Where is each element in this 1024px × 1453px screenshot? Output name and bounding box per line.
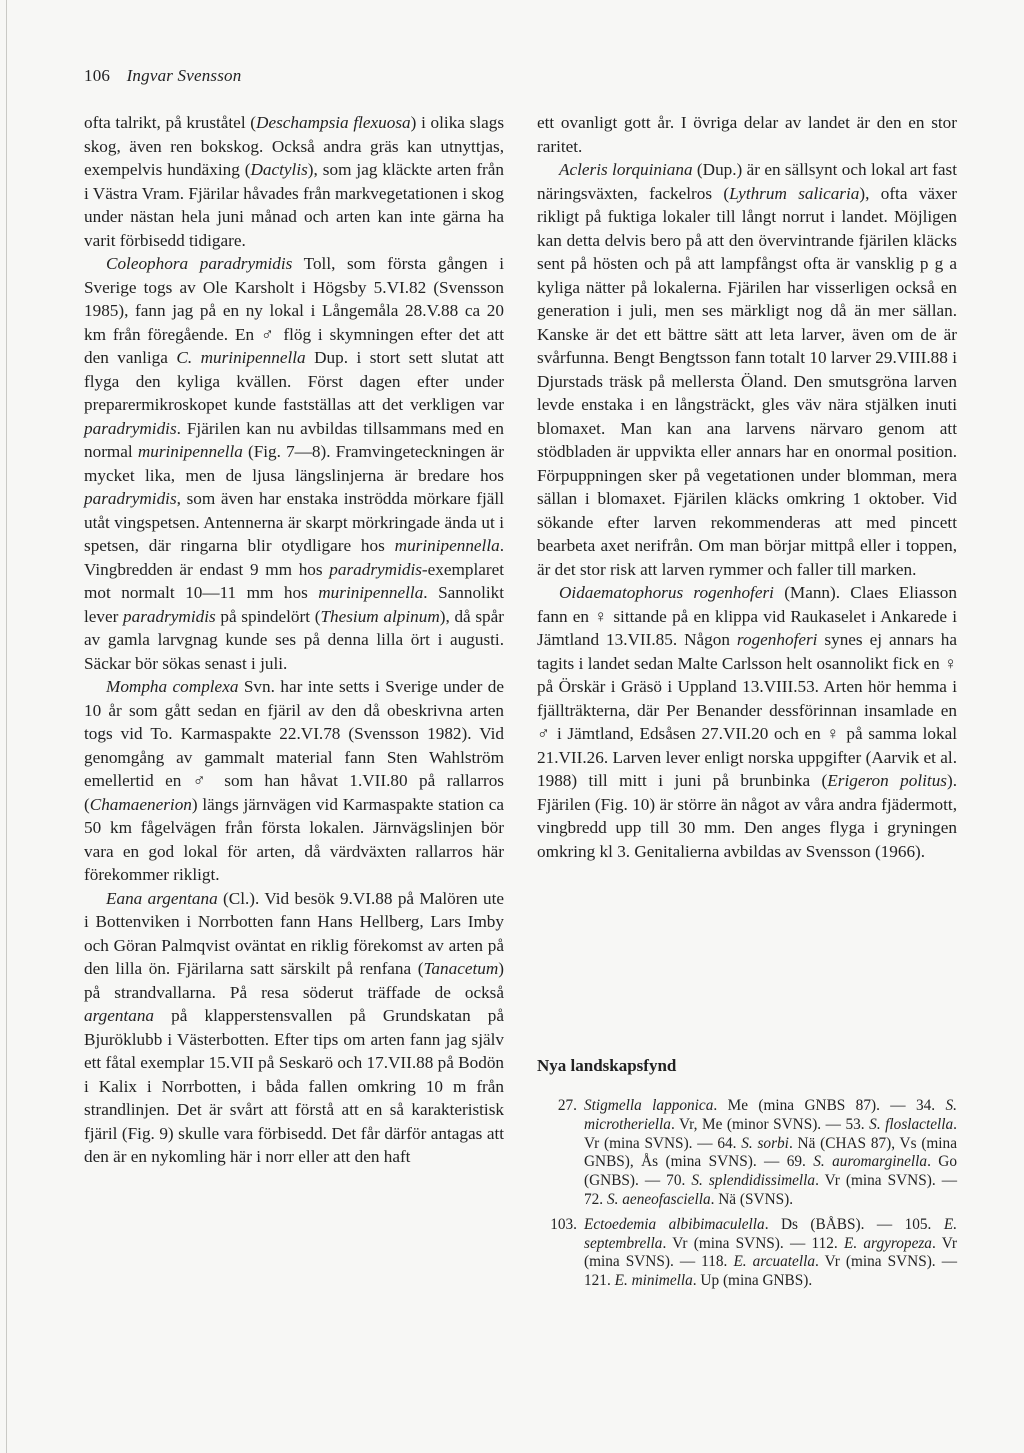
italic-term: Stigmella lapponica <box>584 1097 714 1114</box>
paragraph <box>537 111 957 158</box>
italic-term: S. floslactella <box>869 1115 954 1133</box>
text-run: på spindelört ( <box>215 606 321 626</box>
text-run: Svn. har inte setts i Sverige under de 10 år som gått sedan en fjäril av den då obeskrivna arten togs vid To. Karmaspakte 22.VI.78 (Svensson 1982). Vid genomgång av gammalt material fann Sten Wahlström emellertid en ♂ som han håvat 1.VII.80 på rallarros ( <box>84 677 504 814</box>
text-run: ). Fjärilen (Fig. 10) är större än något av våra andra fjädermott, vingbredd upp till 30 mm. Den anges flyga i gryningen omkring kl 3. Genitalierna avbildas av Svensson (1966). <box>537 771 958 861</box>
text-run: ofta talrikt, på kruståtel ( <box>84 113 257 132</box>
italic-term: E. arcuatella <box>733 1253 815 1271</box>
text-run: . Vr (mina SVNS). — 118. <box>584 1234 957 1271</box>
italic-term: Deschampsia flexuosa <box>256 113 411 132</box>
find-text <box>584 1216 957 1289</box>
find-item <box>537 1216 957 1291</box>
text-run: . Ds (BÅBS). — 105. <box>764 1215 944 1233</box>
italic-term: S. splendidissimella <box>691 1172 816 1190</box>
text-run: . Vr (mina SVNS). — 112. <box>662 1234 844 1252</box>
text-run: . Nä (SVNS). <box>710 1190 794 1208</box>
italic-term: murinipennella <box>318 583 424 602</box>
paragraph <box>84 111 504 252</box>
italic-term: argentana <box>84 1006 155 1025</box>
left-text-column <box>84 111 504 1169</box>
italic-term: Oidaematophorus rogenhoferi <box>559 583 774 602</box>
text-run: . Up (mina GNBS). <box>692 1272 813 1290</box>
italic-term: E. septembrella <box>584 1215 958 1252</box>
italic-term: Acleris lorquiniana <box>559 160 693 179</box>
running-header <box>84 66 241 86</box>
italic-term: paradrymidis <box>84 418 177 438</box>
text-run: . Me (mina GNBS 87). — 34. <box>713 1097 946 1114</box>
running-author: Ingvar Svensson <box>126 66 242 85</box>
paragraph <box>84 675 504 887</box>
text-run: ) på strandvallarna. På resa söderut träffade de också <box>84 959 504 1002</box>
paragraph <box>84 887 504 1169</box>
italic-term: Ectoedemia albibimaculella <box>584 1215 765 1233</box>
text-run: ), då spår av gamla larvgnag kunde ses på denna lilla ört i augusti. Säckar bör sökas senast i juli. <box>84 606 504 673</box>
italic-term: Thesium alpinum <box>320 606 440 626</box>
text-run: . Vr (mina SVNS). — 64. <box>584 1115 957 1152</box>
page-number: 106 <box>84 66 111 85</box>
text-run: synes ej annars ha tagits i landet sedan Malte Carlsson helt osannolikt fick en ♀ på Örskär i Gräsö i Uppland 13.VIII.53. Arten hör hemma i fjällträkterna, där Per Benander dessförinnan insamlade en ♂ i Jämtland, Edsåsen 27.VII.20 och en ♀ på samma lokal 21.VII.26. Larven lever enligt norska uppgifter (Aarvik et al. 1988) till mitt i juni på brunbinka ( <box>537 630 957 790</box>
italic-term: rogenhoferi <box>736 630 818 649</box>
text-run: Toll, som första gången i Sverige togs av Ole Karsholt i Högsby 5.VI.82 (Svensson 1985), fann jag på en ny lokal i Långemåla 28.V.88 ca 20 km från föregående. En ♂ flög i skymningen efter det att den vanliga <box>84 254 505 367</box>
italic-term: Eana argentana <box>106 888 218 908</box>
italic-term: murinipennella <box>137 442 243 461</box>
text-run: ), ofta växer rikligt på fuktiga lokaler till långt norrut i landet. Möjligen kan detta delvis bero på att den övervintrande fjärilen kläcks sent på hösten och på att lampfångst ofta är vansklig p g a kyliga nätter på lokalerna. Fjärilen har visserligen också en generation i juli, men ses märkligt nog då än mer sällan. Kanske är det ett bättre sätt att leta larver, även om de är svårfunna. Bengt Bengtsson fann totalt 10 larver 29.VIII.88 i Djurstads träsk på mellersta Öland. Den smutsgröna larven levde enstaka i en långsträckt, gles väv nära stjälken inuti blomaxet. Man kan ana larvens närvaro genom att stödbladen är uppvikta eller annars har en onormal position. Förpuppningen sker på vegetationen under blomman, mera sällan i blomaxet. Fjärilen kläcks omkring 1 oktober. Vid sökande efter larven rekommenderas att med pincett bearbeta axet nerifrån. Om man börjar mittpå eller i toppen, är det stor risk att larven rymmer och faller till marken. <box>537 183 957 579</box>
italic-term: paradrymidis <box>123 606 216 626</box>
text-run: . Sannolikt lever <box>84 583 504 626</box>
text-run: Dup. i stort sett slutat att flyga den kyliga kvällen. Först dagen efter under preparermikroskopet kunde fastställas att det verkligen var <box>84 348 504 414</box>
section-heading: Nya landskapsfynd <box>537 1056 677 1075</box>
text-run: (Fig. 7—8). Framvingeteckningen är mycket lika, men de ljusa längslinjerna är bredare hos <box>84 442 504 485</box>
text-run: . Nä (CHAS 87), Vs (mina GNBS), Ås (mina SVNS). — 69. <box>584 1134 957 1171</box>
italic-term: Coleophora paradrymidis <box>106 254 293 273</box>
text-run: (Cl.). Vid besök 9.VI.88 på Malören ute i Bottenviken i Norrbotten fann Hans Hellberg, Lars Imby och Göran Palmqvist oväntat en riklig förekomst av arten på den lilla ön. Fjärilarna satt särskilt på renfana ( <box>84 888 505 978</box>
italic-term: murinipennella <box>394 536 500 555</box>
italic-term: S. aeneofasciella <box>606 1190 711 1208</box>
italic-term: E. argyropeza <box>843 1234 932 1252</box>
find-text <box>584 1097 957 1208</box>
text-run: . Vingbredden är endast 9 mm hos <box>84 536 504 579</box>
text-run: ) i olika slags skog, även ren bokskog. Också andra gräs kan utnyttjas, exempelvis hundäxing ( <box>84 113 505 179</box>
italic-term: Erigeron politus <box>827 771 947 790</box>
italic-term: S. sorbi <box>741 1134 789 1152</box>
italic-term: Mompha complexa <box>106 677 239 696</box>
paragraph <box>537 158 957 581</box>
italic-term: Lythrum salicaria <box>729 183 860 203</box>
text-run: (Mann). Claes Eliasson fann en ♀ sittande på en klippa vid Raukaselet i Ankarede i Jämtland 13.VII.85. Någon <box>537 583 957 649</box>
text-run: ), som jag kläckte arten från i Västra Vram. Fjärilar håvades från markvegetationen i skog under nästan hela juni månad och arten kan inte gärna ha varit förbisedd tidigare. <box>84 160 504 250</box>
text-run: . Vr (mina SVNS). — 121. <box>584 1253 957 1290</box>
text-run: (Dup.) är en sällsynt och lokal art fast näringsväxten, fackelros ( <box>537 160 957 203</box>
italic-term: E. minimella <box>614 1272 693 1290</box>
text-run: . Vr (mina SVNS). — 72. <box>584 1172 957 1208</box>
finds-list <box>537 1097 957 1297</box>
find-number: 103. <box>550 1215 577 1233</box>
find-item <box>537 1097 957 1210</box>
italic-term: S. auromarginella <box>813 1153 928 1171</box>
page-edge-line <box>6 0 7 1453</box>
text-run: . Fjärilen kan nu avbildas tillsammans med en normal <box>84 418 504 461</box>
text-run: . Go (GNBS). — 70. <box>584 1153 957 1190</box>
find-number: 27. <box>557 1097 577 1114</box>
text-run: ett ovanligt gott år. I övriga delar av landet är den en stor raritet. <box>537 113 957 156</box>
paragraph <box>537 581 957 863</box>
italic-term: Chamaenerion <box>89 794 192 814</box>
text-run: . Vr, Me (minor SVNS). — 53. <box>670 1115 870 1133</box>
italic-term: C. murinipennella <box>176 348 306 367</box>
italic-term: Tanacetum <box>423 959 499 978</box>
text-run: ) längs järnvägen vid Karmaspakte station ca 50 km fågelvägen från första lokalen. Järnvägslinjen bör vara en god lokal för arten, då värdväxten rallarros här förekommer rikligt. <box>84 794 504 884</box>
italic-term: Dactylis <box>250 160 308 179</box>
italic-term: S. microtheriella <box>584 1097 957 1133</box>
italic-term: paradrymidis <box>84 489 177 508</box>
text-run: på klapperstensvallen på Grundskatan på Bjuröklubb i Västerbotten. Efter tips om arten fann jag själv ett fåtal exemplar 15.VII på Seskarö och 17.VII.88 på Bodön i Kalix i Norrbotten, i båda fallen omkring 10 m från strandlinjen. Det är svårt att förstå att en så karakteristisk fjäril (Fig. 9) skulle vara förbisedd. Det får därför antagas att den är en nykomling här i norr eller att den haft <box>84 1006 505 1166</box>
italic-term: paradrymidis <box>329 559 422 579</box>
text-run: , som även har enstaka inströdda mörkare fjäll utåt vingspetsen. Antennerna är skarpt mörkringade ända ut i spetsen, där ringarna blir otydligare hos <box>84 489 504 555</box>
right-text-column <box>537 111 957 863</box>
paragraph <box>84 252 504 675</box>
text-run: -exemplaret mot normalt 10—11 mm hos <box>84 559 504 602</box>
